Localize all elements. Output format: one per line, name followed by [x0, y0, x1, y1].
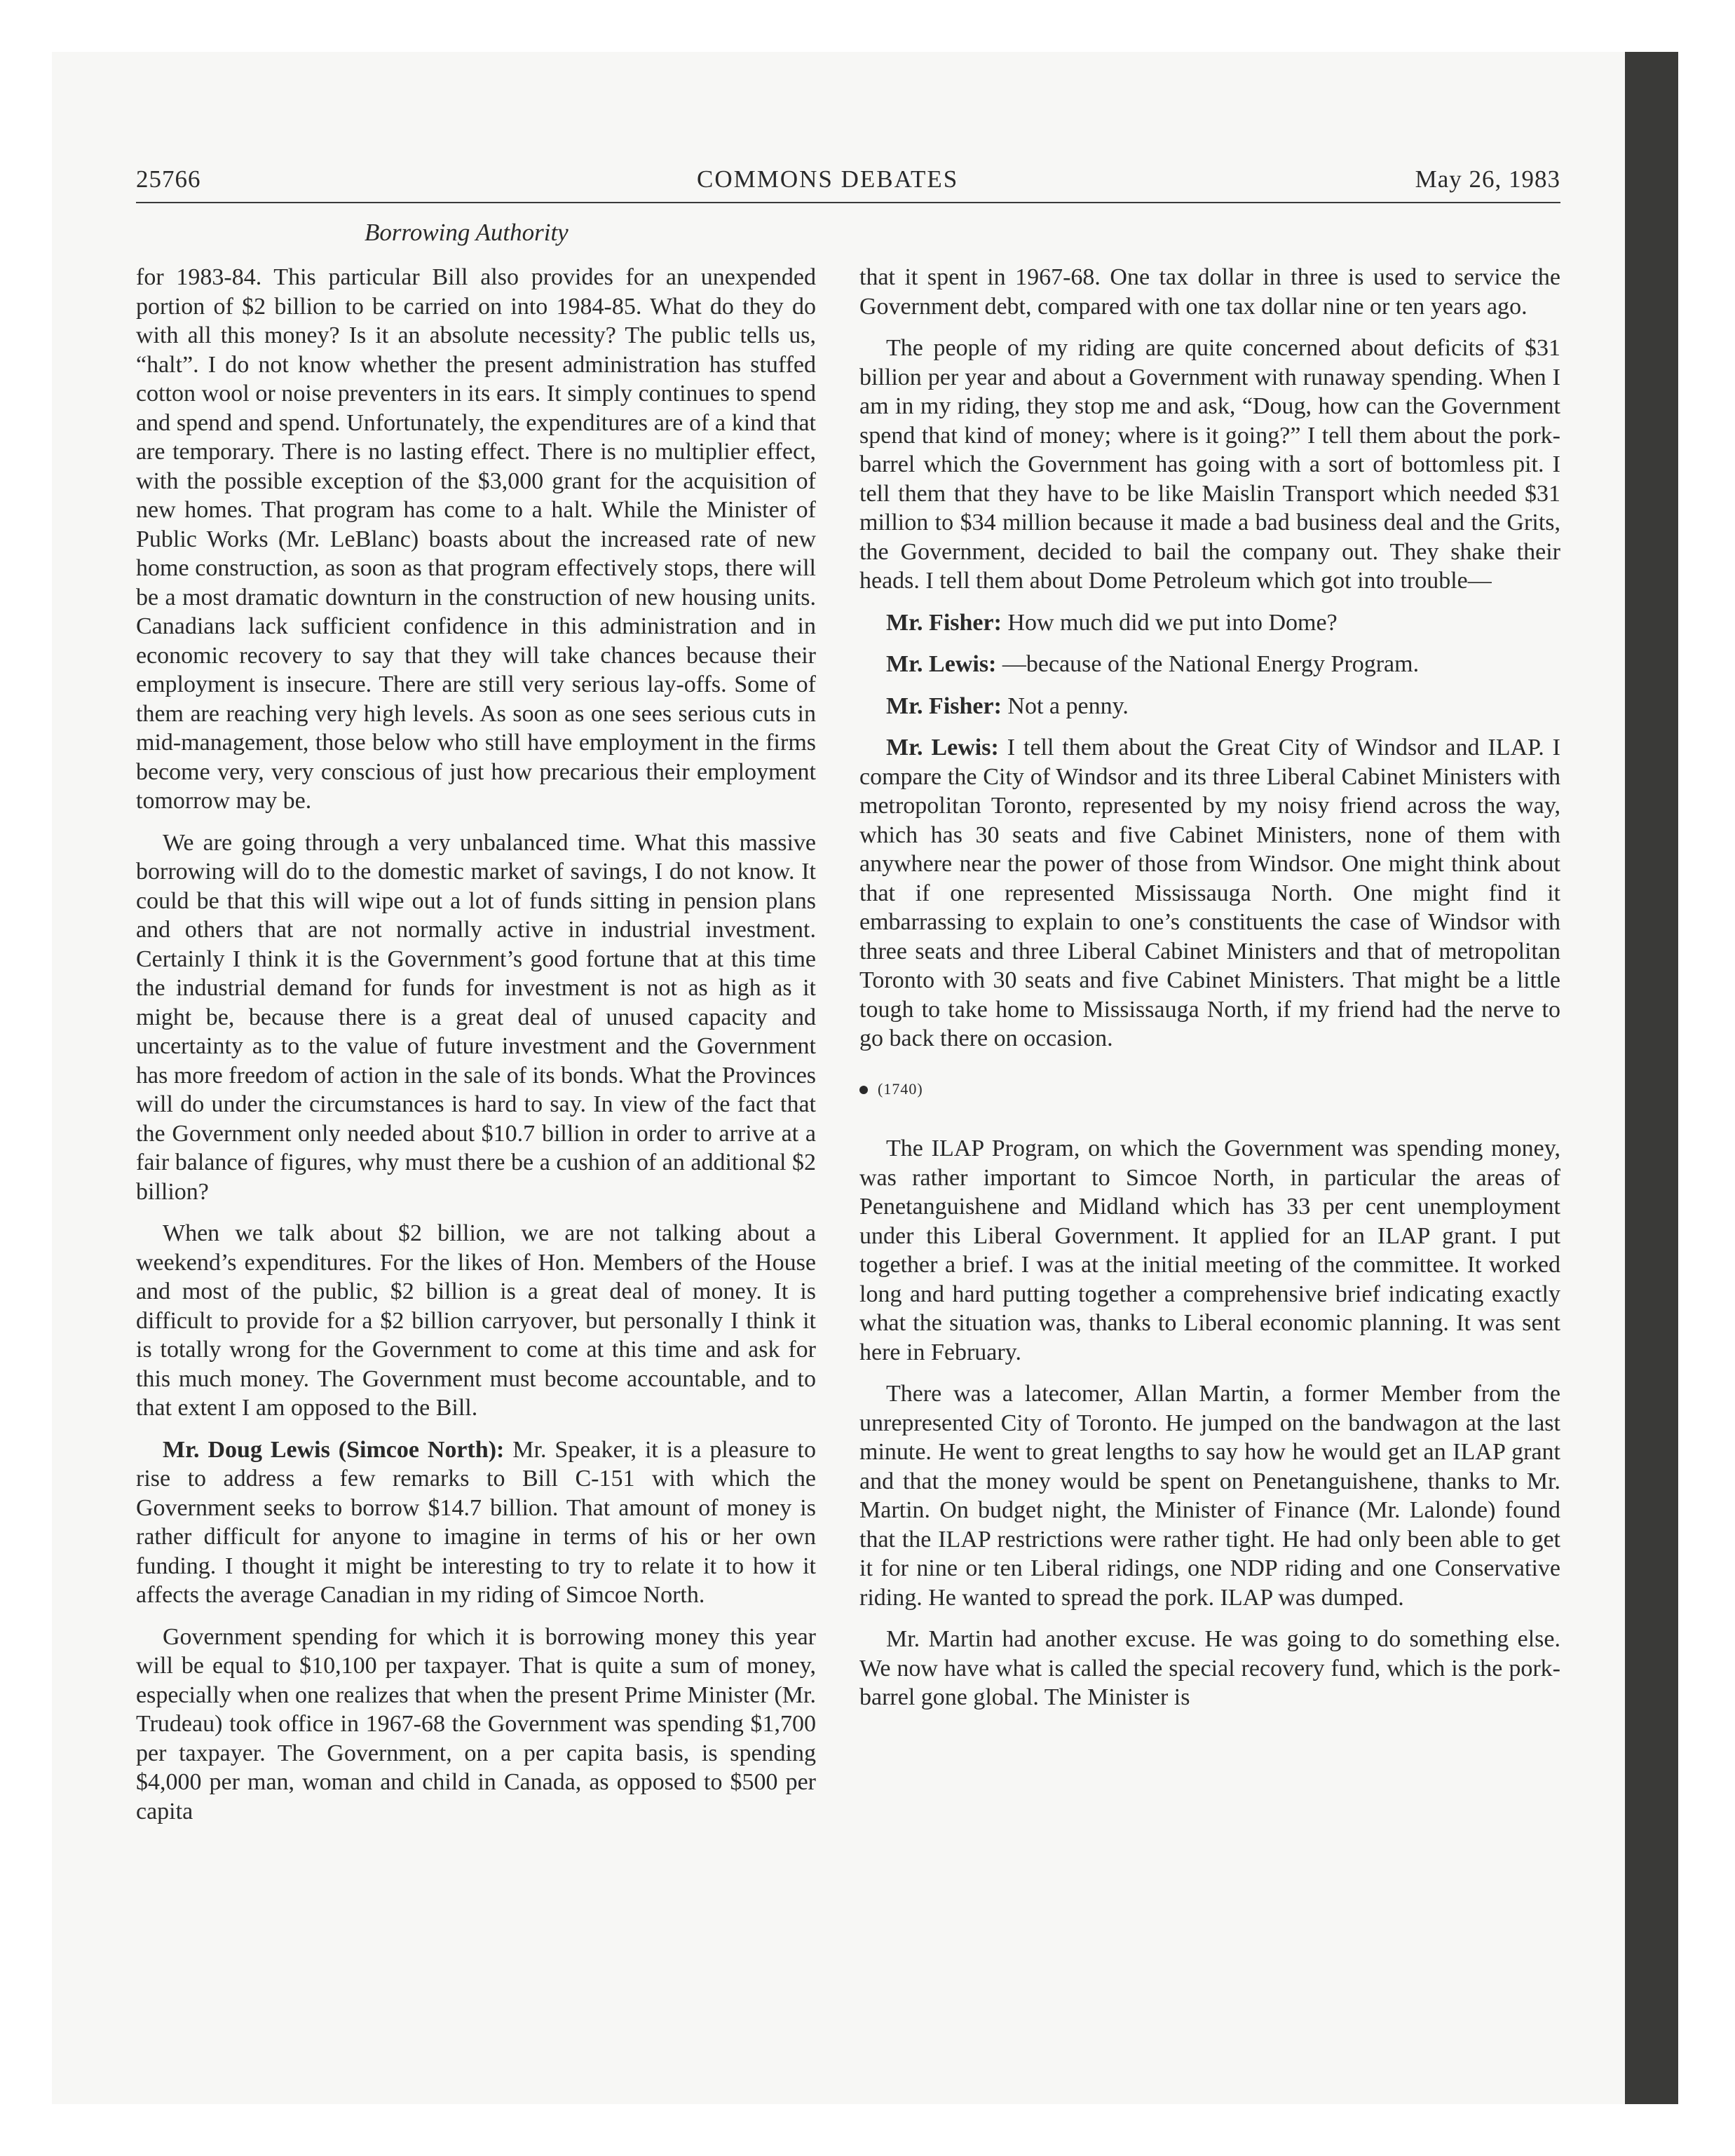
speech-paragraph	[859, 608, 1560, 638]
paragraph: The people of my riding are quite concerned about deficits of $31 billion per year and about a Government with runaway spending. When I am in my riding, they stop me and ask, “Doug, how can the Government spend that kind of money; where is it going?” I tell them about the pork-barrel which the Government has going with a sort of bottomless pit. I tell them that they have to be like Maislin Transport which needed $31 million to $34 million because it made a bad business deal and the Grits, the Government, decided to bail the company out. They shake their heads. I tell them about Dome Petroleum which got into trouble—	[859, 335, 1560, 594]
time-marker-text: (1740)	[878, 1079, 923, 1098]
page-number: 25766	[136, 165, 201, 193]
speaker-name: Mr. Fisher:	[886, 692, 1002, 719]
speech-text: Not a penny.	[1001, 692, 1129, 719]
issue-date: May 26, 1983	[1415, 165, 1560, 193]
speech-text: I tell them about the Great City of Windsor and ILAP. I compare the City of Windsor and its three Liberal Cabinet Ministers with metropolitan Toronto, represented by my noisy friend across the way, which has 30 seats and five Cabinet Ministers, none of them with anywhere near the power of those from Windsor. One might think about that if one represented Mississauga North. One might find it embarrassing to explain to one’s constituents the case of Windsor with three seats and three Liberal Cabinet Ministers and that of metropolitan Toronto with 30 seats and five Cabinet Ministers. That might be a little tough to take home to Mississauga North, if my friend had the nerve to go back there on occasion.	[859, 735, 1560, 1051]
bullet-icon	[859, 1086, 868, 1094]
scan-edge-shadow	[1625, 52, 1678, 2104]
header-rule	[136, 202, 1560, 203]
time-marker	[859, 1074, 1560, 1104]
paragraph: Government spending for which it is borrowing money this year will be equal to $10,100 per taxpayer. That is quite a sum of money, especially when one realizes that when the present Prime Minister (Mr. Trudeau) took office in 1967-68 the Government was spending $1,700 per taxpayer. The Government, on a per capita basis, is spending $4,000 per man, woman and child in Canada, as opposed to $500 per capita	[136, 1623, 816, 1824]
speech-text: —because of the National Energy Program.	[996, 651, 1420, 677]
speaker-name: Mr. Lewis:	[886, 735, 999, 760]
speech-paragraph	[859, 650, 1560, 679]
running-header	[136, 165, 1560, 205]
speaker-name: Mr. Doug Lewis (Simcoe North):	[163, 1436, 505, 1463]
paragraph: that it spent in 1967-68. One tax dollar in three is used to service the Government debt, compared with one tax dollar nine or ten years ago.	[859, 264, 1560, 320]
paragraph: Mr. Martin had another excuse. He was going to do something else. We now have what is called the special recovery fund, which is the pork-barrel gone global. The Minister is	[859, 1626, 1560, 1710]
paragraph: We are going through a very unbalanced time. What this massive borrowing will do to the domestic market of savings, I do not know. It could be that this will wipe out a lot of funds sitting in pension plans and others that are not normally active in industrial investment. Certainly I think it is the Government’s good fortune that at this time the industrial demand for funds for investment is not as high as it might be, because there is a great deal of unused capacity and uncertainty as to the value of future investment and the Government has more freedom of action in the sale of its bonds. What the Provinces will do under the circumstances is hard to say. In view of the fact that the Government only needed about $10.7 billion in order to arrive at a fair balance of figures, why must there be a cushion of an additional $2 billion?	[136, 829, 817, 1205]
subject-heading: Borrowing Authority	[365, 219, 569, 246]
paragraph: The ILAP Program, on which the Government was spending money, was rather important to Simcoe North, in particular the areas of Penetanguishene and Midland which has 33 per cent unemployment under this Liberal Government. It applied for an ILAP grant. I put together a brief. I was at the initial meeting of the committee. It worked long and hard putting together a comprehensive brief indicating exactly what the situation was, thanks to Liberal economic planning. It was sent here in February.	[859, 1135, 1560, 1365]
right-column	[859, 263, 1560, 1725]
paragraph: for 1983-84. This particular Bill also provides for an unexpended portion of $2 billion to be carried on into 1984-85. What do they do with all this money? Is it an absolute necessity? The public tells us, “halt”. I do not know whether the present administration has stuffed cotton wool or noise preventers in its ears. It simply continues to spend and spend and spend. Unfortunately, the expenditures are of a kind that are temporary. There is no lasting effect. There is no multiplier effect, with the possible exception of the $3,000 grant for the acquisition of new homes. That program has come to a halt. While the Minister of Public Works (Mr. LeBlanc) boasts about the increased rate of new home construction, as soon as that program effectively stops, there will be a most dramatic downturn in the construction of new housing units. Canadians lack sufficient confidence in this administration and in economic recovery to say that they will take chances because their employment is insecure. There are still very serious lay-offs. Some of them are reaching very high levels. As soon as one sees serious cuts in mid-management, those below who still have employment in the firms become very, very conscious of just how precarious their employment tomorrow may be.	[136, 264, 816, 814]
speech-paragraph	[136, 1435, 816, 1610]
speech-paragraph	[859, 733, 1560, 1053]
speech-text: How much did we put into Dome?	[1001, 609, 1338, 636]
paragraph: There was a latecomer, Allan Martin, a former Member from the unrepresented City of Toronto. He jumped on the bandwagon at the last minute. He went to great lengths to say how he would get an ILAP grant and that the money would be spent on Penetanguishene, thanks to Mr. Martin. On budget night, the Minister of Finance (Mr. Lalonde) found that the ILAP restrictions were rather tight. He had only been able to get it for nine or ten Liberal ridings, one NDP riding and one Conservative riding. He wanted to spread the pork. ILAP was dumped.	[859, 1381, 1560, 1611]
paragraph: When we talk about $2 billion, we are not talking about a weekend’s expenditures. For the likes of Hon. Members of the House and most of the public, $2 billion is a great deal of money. It is difficult to provide for a $2 billion carryover, but personally I think it is totally wrong for the Government to come at this time and ask for this much money. The Government must become accountable, and to that extent I am opposed to the Bill.	[136, 1220, 816, 1421]
speech-text: Mr. Speaker, it is a pleasure to rise to address a few remarks to Bill C-151 with which the Government seeks to borrow $14.7 billion. That amount of money is rather difficult for anyone to imagine in terms of his or her own funding. I thought it might be interesting to try to relate it to how it affects the average Canadian in my riding of Simcoe North.	[136, 1436, 816, 1608]
left-column	[136, 263, 816, 1838]
speech-paragraph	[859, 692, 1560, 721]
publication-title: COMMONS DEBATES	[697, 165, 959, 193]
speaker-name: Mr. Fisher:	[886, 609, 1002, 636]
speaker-name: Mr. Lewis:	[886, 651, 997, 677]
